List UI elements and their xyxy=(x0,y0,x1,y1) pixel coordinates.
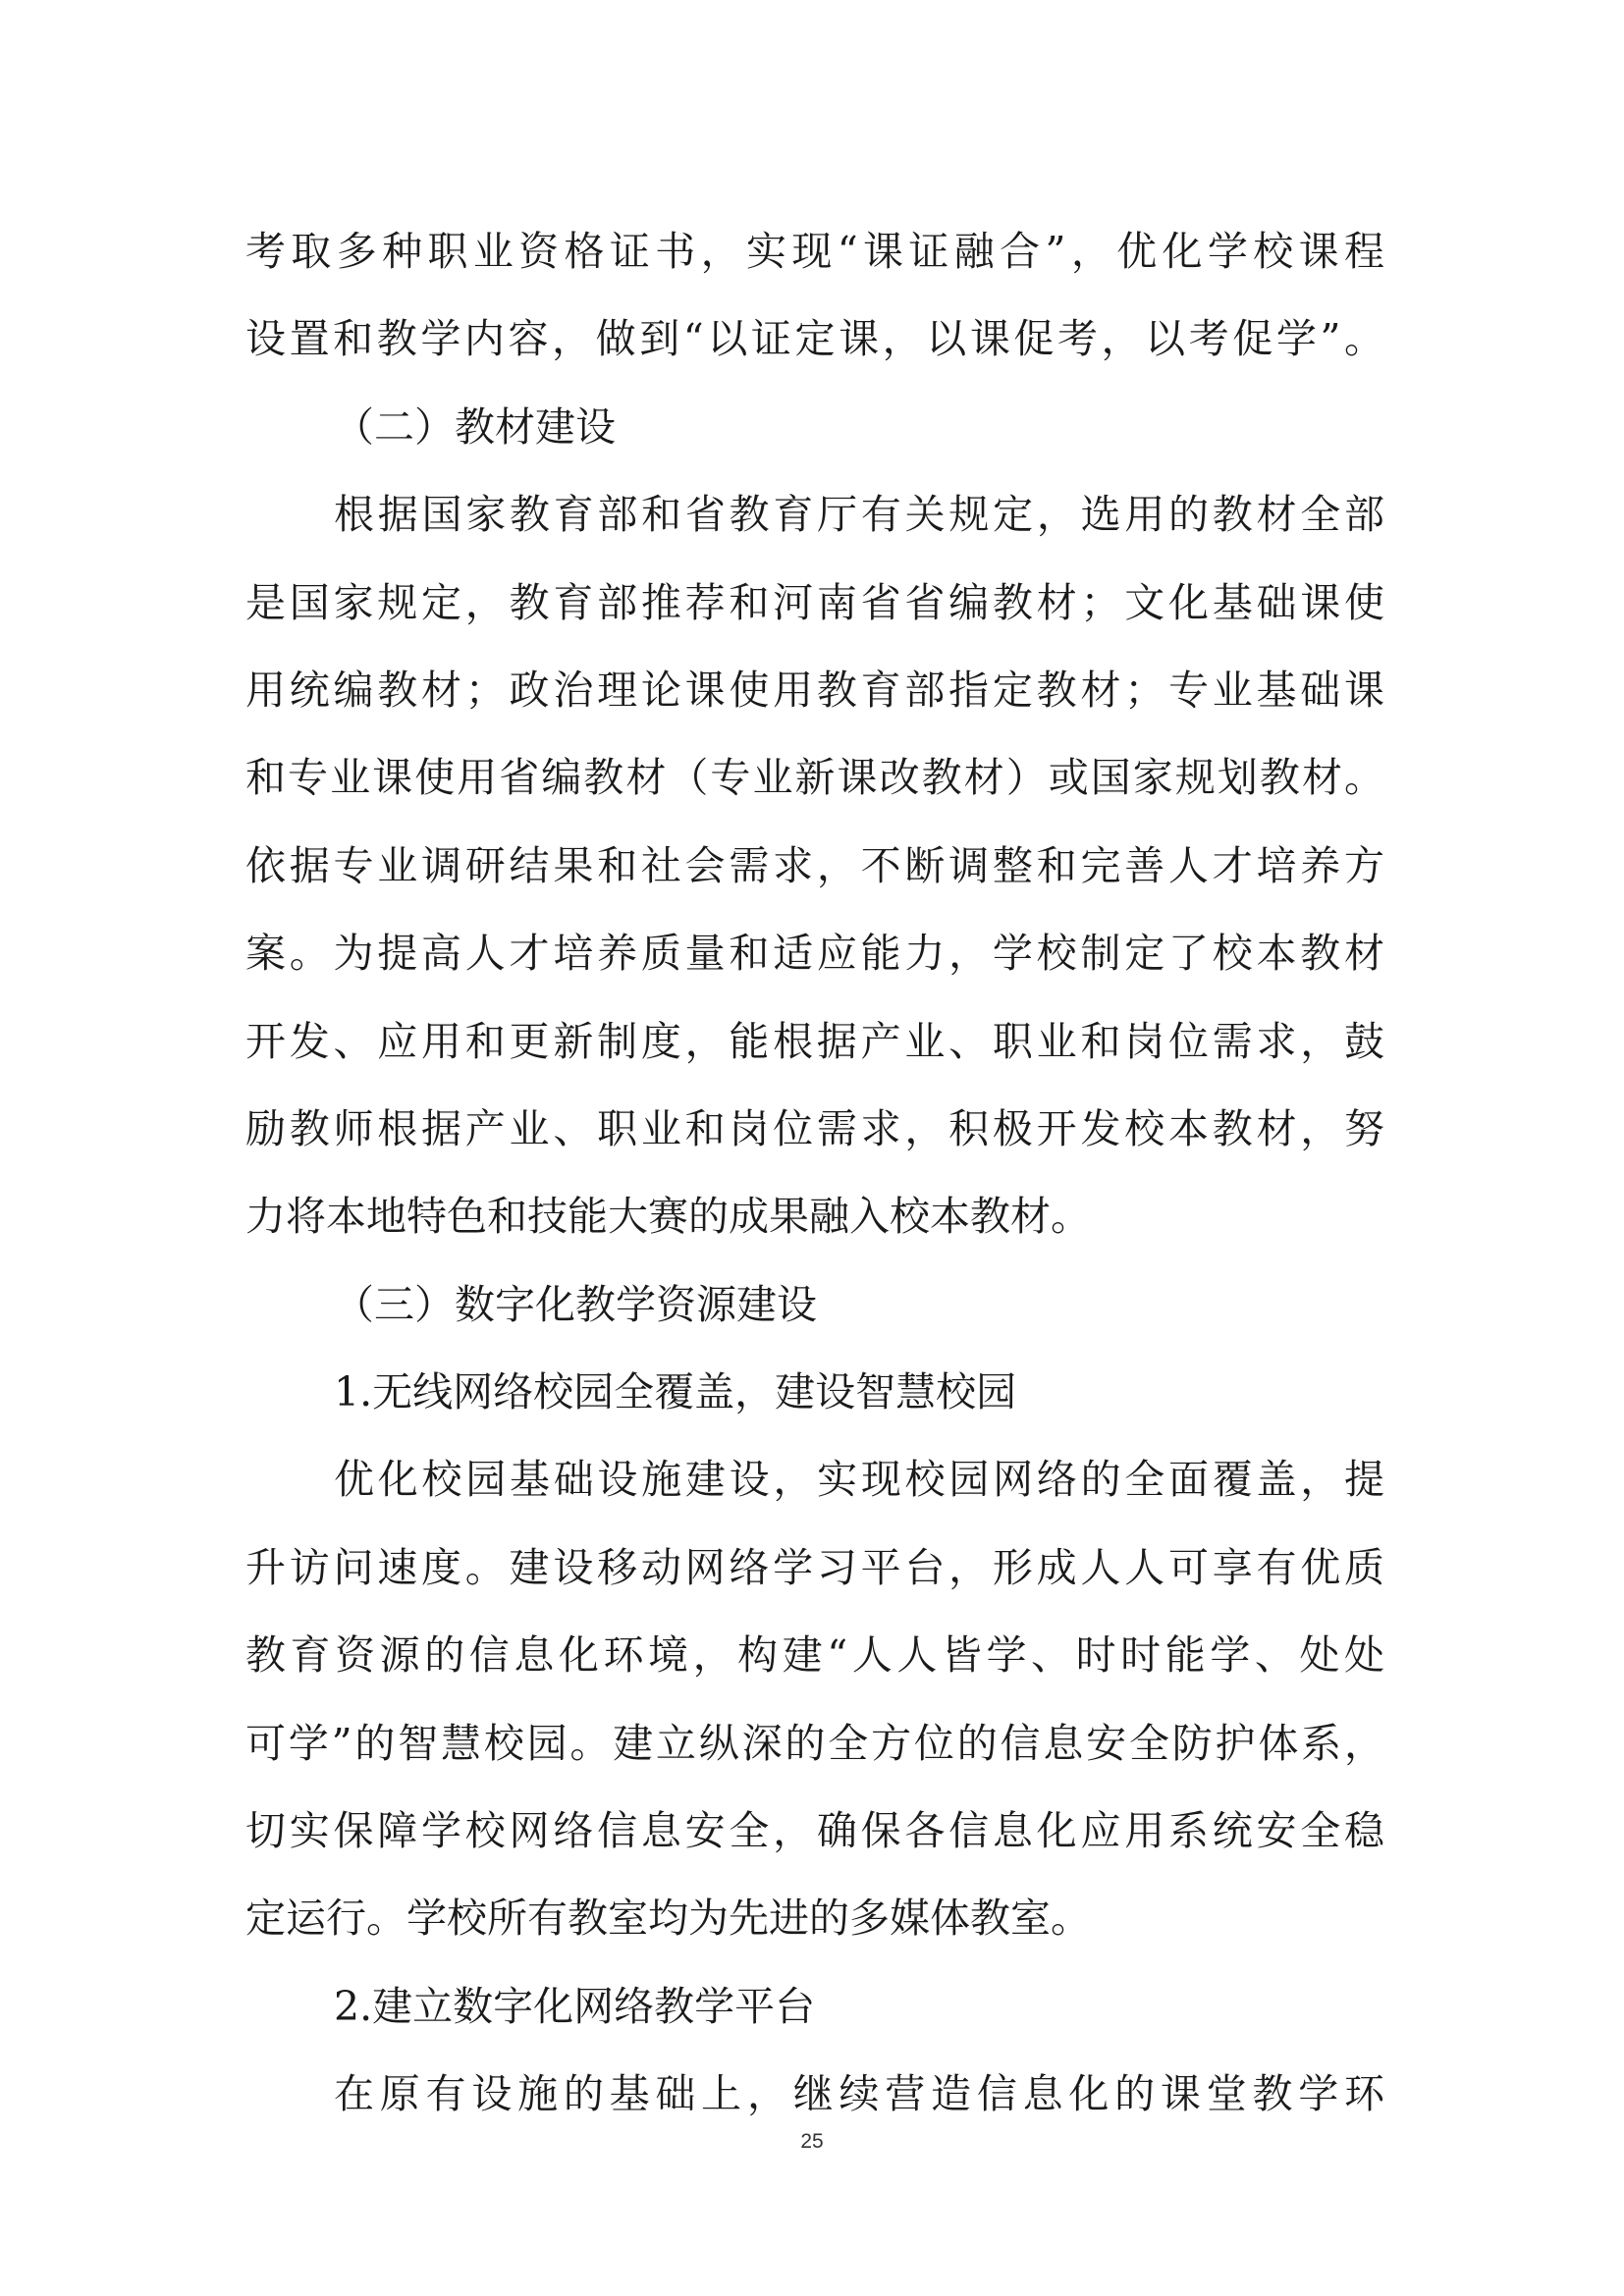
text-line: 设置和教学内容，做到“以证定课，以课促考，以考促学”。 xyxy=(245,315,1384,363)
text-line: 定运行。学校所有教室均为先进的多媒体教室。 xyxy=(245,1895,1091,1943)
text-line: 和专业课使用省编教材（专业新课改教材）或国家规划教材。 xyxy=(245,754,1384,802)
text-line: 案。为提高人才培养质量和适应能力，学校制定了校本教材 xyxy=(245,930,1384,978)
text-line: 教育资源的信息化环境，构建“人人皆学、时时能学、处处 xyxy=(245,1631,1384,1680)
text-line: 切实保障学校网络信息安全，确保各信息化应用系统安全稳 xyxy=(245,1807,1384,1855)
section-heading: （三）数字化教学资源建设 xyxy=(334,1280,817,1328)
text-line: 优化校园基础设施建设，实现校园网络的全面覆盖，提 xyxy=(334,1456,1384,1504)
section-heading: （二）教材建设 xyxy=(334,402,616,451)
body-text xyxy=(245,208,1384,2139)
text-line: 励教师根据产业、职业和岗位需求，积极开发校本教材，努 xyxy=(245,1104,1384,1152)
text-line: 力将本地特色和技能大赛的成果融入校本教材。 xyxy=(245,1193,1091,1241)
text-line: 考取多种职业资格证书，实现“课证融合”，优化学校课程 xyxy=(245,228,1384,275)
text-line: 开发、应用和更新制度，能根据产业、职业和岗位需求，鼓 xyxy=(245,1017,1384,1065)
text-line: 根据国家教育部和省教育厅有关规定，选用的教材全部 xyxy=(334,491,1384,539)
text-line: 用统编教材；政治理论课使用教育部指定教材；专业基础课 xyxy=(245,666,1384,714)
text-line: 升访问速度。建设移动网络学习平台，形成人人可享有优质 xyxy=(245,1543,1384,1591)
subsection-heading: 1.无线网络校园全覆盖，建设智慧校园 xyxy=(334,1368,1017,1416)
text-line: 在原有设施的基础上，继续营造信息化的课堂教学环 xyxy=(334,2070,1384,2118)
text-line: 是国家规定，教育部推荐和河南省省编教材；文化基础课使 xyxy=(245,578,1384,626)
subsection-heading: 2.建立数字化网络教学平台 xyxy=(334,1982,816,2030)
page-number: 25 xyxy=(800,2130,824,2153)
text-line: 可学”的智慧校园。建立纵深的全方位的信息安全防护体系， xyxy=(245,1719,1384,1767)
text-line: 依据专业调研结果和社会需求，不断调整和完善人才培养方 xyxy=(245,841,1384,889)
